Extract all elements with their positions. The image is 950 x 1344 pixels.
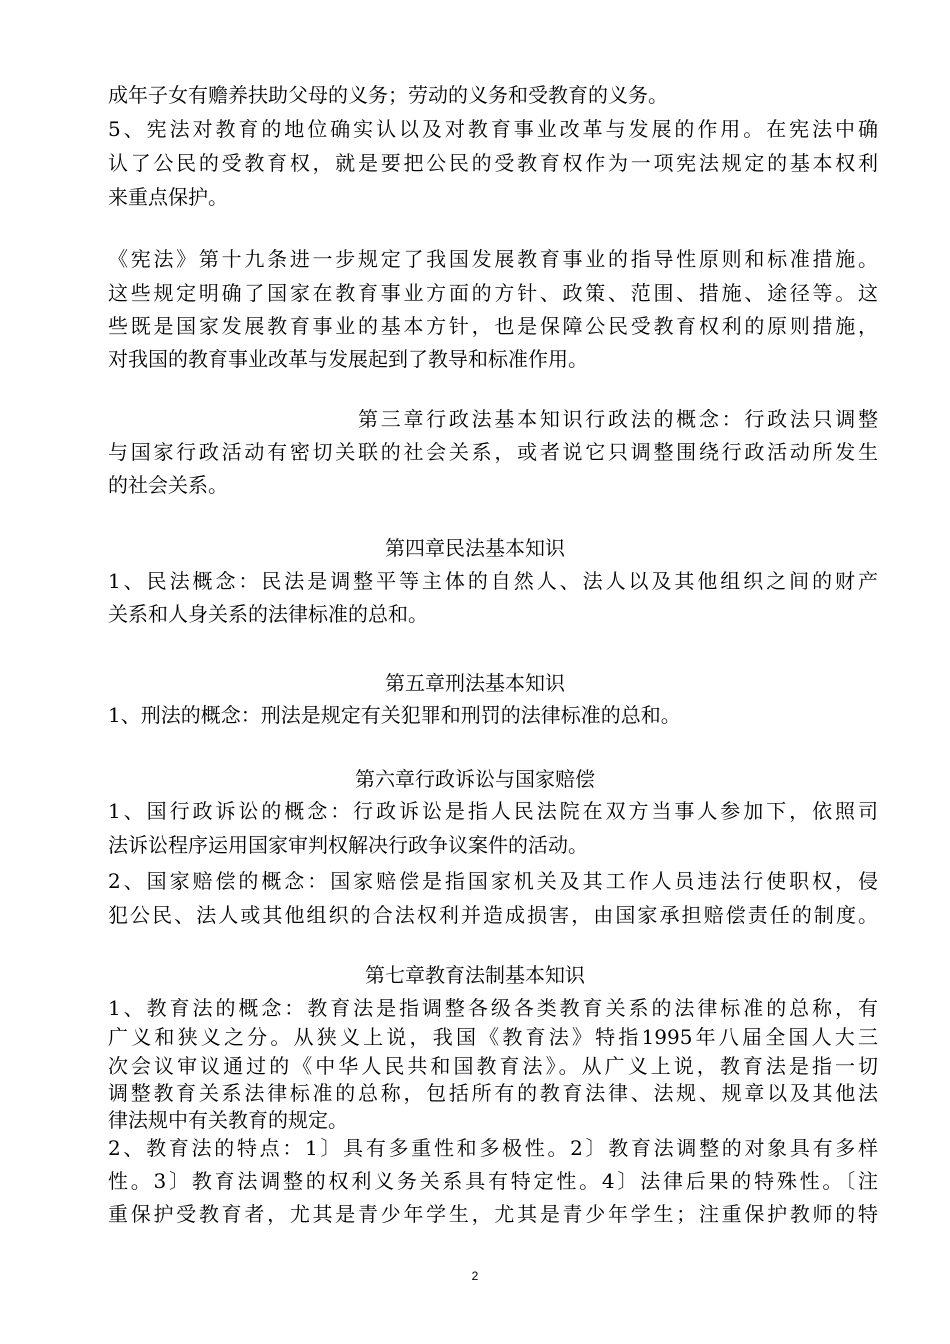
paragraph-line: 性。3〕教育法调整的权利义务关系具有特定性。4〕法律后果的特殊性。〔注 bbox=[108, 1169, 878, 1193]
paragraph-line: 律法规中有关教育的规定。 bbox=[108, 1108, 348, 1132]
paragraph-line: 广义和狭义之分。从狭义上说，我国《教育法》特指1995年八届全国人大三 bbox=[108, 1025, 878, 1049]
paragraph-line: 1、教育法的概念：教育法是指调整各级各类教育关系的法律标准的总称，有 bbox=[108, 996, 878, 1020]
paragraph-line: 关系和人身关系的法律标准的总和。 bbox=[108, 602, 428, 626]
paragraph-line: 犯公民、法人或其他组织的合法权利并造成损害，由国家承担赔偿责任的制度。 bbox=[108, 903, 878, 927]
paragraph-line: 1、民法概念：民法是调整平等主体的自然人、法人以及其他组织之间的财产 bbox=[108, 569, 878, 593]
paragraph-line: 5、宪法对教育的地位确实认以及对教育事业改革与发展的作用。在宪法中确 bbox=[108, 117, 878, 141]
paragraph-line: 对我国的教育事业改革与发展起到了教导和标准作用。 bbox=[108, 347, 588, 371]
paragraph-line: 认了公民的受教育权，就是要把公民的受教育权作为一项宪法规定的基本权利 bbox=[108, 151, 878, 175]
paragraph-line: 来重点保护。 bbox=[108, 185, 228, 209]
chapter-heading: 第七章教育法制基本知识 bbox=[365, 963, 585, 987]
paragraph-line: 与国家行政活动有密切关联的社会关系，或者说它只调整围绕行政活动所发生 bbox=[108, 440, 878, 464]
chapter-heading: 第六章行政诉讼与国家赔偿 bbox=[355, 767, 595, 791]
paragraph-line: 重保护受教育者，尤其是青少年学生，尤其是青少年学生；注重保护教师的特 bbox=[108, 1202, 878, 1226]
paragraph-line: 法诉讼程序运用国家审判权解决行政争议案件的活动。 bbox=[108, 833, 588, 857]
paragraph-line: 1、国行政诉讼的概念：行政诉讼是指人民法院在双方当事人参加下，依照司 bbox=[108, 799, 878, 823]
paragraph-line: 1、刑法的概念：刑法是规定有关犯罪和刑罚的法律标准的总和。 bbox=[108, 703, 681, 727]
paragraph-line: 调整教育关系法律标准的总称，包括所有的教育法律、法规、规章以及其他法 bbox=[108, 1081, 878, 1105]
chapter-heading: 第四章民法基本知识 bbox=[385, 536, 565, 560]
paragraph-line: 次会议审议通过的《中华人民共和国教育法》。从广义上说，教育法是指一切 bbox=[108, 1054, 878, 1078]
paragraph-line: 《宪法》第十九条进一步规定了我国发展教育事业的指导性原则和标准措施。 bbox=[108, 247, 878, 271]
paragraph-line: 成年子女有赡养扶助父母的义务；劳动的义务和受教育的义务。 bbox=[108, 83, 668, 107]
paragraph-line: 些既是国家发展教育事业的基本方针，也是保障公民受教育权利的原则措施， bbox=[108, 314, 878, 338]
paragraph-line: 2、教育法的特点：1〕具有多重性和多极性。2〕教育法调整的对象具有多样 bbox=[108, 1136, 878, 1160]
paragraph-line: 2、国家赔偿的概念：国家赔偿是指国家机关及其工作人员违法行使职权，侵 bbox=[108, 869, 878, 893]
page-number: 2 bbox=[471, 1269, 479, 1283]
paragraph-line: 的社会关系。 bbox=[108, 473, 228, 497]
paragraph-line: 这些规定明确了国家在教育事业方面的方针、政策、范围、措施、途径等。这 bbox=[108, 281, 878, 305]
chapter-heading: 第五章刑法基本知识 bbox=[385, 671, 565, 695]
chapter-heading-inline: 第三章行政法基本知识行政法的概念：行政法只调整 bbox=[358, 407, 878, 431]
